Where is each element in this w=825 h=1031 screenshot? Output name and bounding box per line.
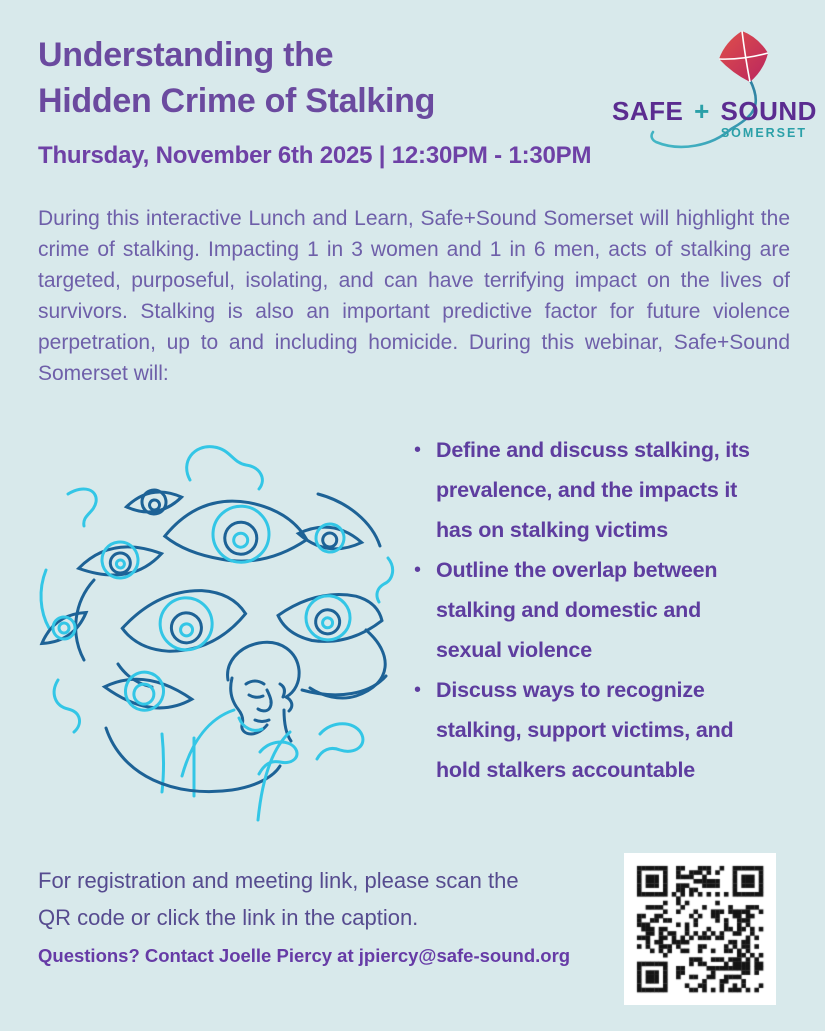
bullet-icon: • xyxy=(414,439,422,461)
list-item xyxy=(414,430,800,550)
bullet-text: hold stalkers accountable xyxy=(436,758,696,782)
list-item xyxy=(414,670,800,790)
eye-icon xyxy=(164,498,309,566)
bullet-text: has on stalking victims xyxy=(436,518,668,542)
logo-sound: SOUND xyxy=(720,96,817,126)
safe-sound-logo xyxy=(612,20,817,170)
qr-code-container xyxy=(624,853,776,1005)
logo-subtitle: SOMERSET xyxy=(720,126,807,140)
bullet-text: prevalence, and the impacts it xyxy=(436,478,738,502)
kite-icon xyxy=(612,20,817,170)
bullet-icon: • xyxy=(414,679,422,701)
navy-arcs xyxy=(76,494,386,792)
bullet-text: stalking, support victims, and xyxy=(436,718,734,742)
eye-icon xyxy=(101,664,195,719)
event-datetime: Thursday, November 6th 2025 | 12:30PM - 1:30PM xyxy=(38,142,592,169)
logo-wordmark xyxy=(612,96,817,127)
eyes-illustration xyxy=(22,432,412,822)
eye-icon xyxy=(120,587,248,654)
eye-icon xyxy=(296,520,363,557)
eye-icon xyxy=(76,538,163,583)
eye-icon xyxy=(276,589,384,646)
title-line-2: Hidden Crime of Stalking xyxy=(38,82,436,120)
bullet-text: sexual violence xyxy=(436,638,592,662)
bullet-text: Define and discuss stalking, its xyxy=(436,438,750,462)
intro-paragraph: During this interactive Lunch and Learn, Safe+Sound Somerset will highlight the crime of stalking. Impacting 1 in 3 women and 1 in 6 men, acts of stalking are targeted, purposeful, isolating, and can have terrifying impact on the lives of survivors. Stalking is also an important predictive factor for future violence perpetration, up to and including homicide. During this webinar, Safe+Sound Somerset will: xyxy=(38,207,790,385)
bullet-text: Outline the overlap between xyxy=(436,558,718,582)
registration-line: QR code or click the link in the caption. xyxy=(38,905,419,930)
logo-plus: + xyxy=(694,96,710,126)
eye-icon xyxy=(124,485,183,518)
bullet-icon: • xyxy=(414,559,422,581)
person-figure xyxy=(182,642,299,820)
bullet-text: stalking and domestic and xyxy=(436,598,701,622)
page-title xyxy=(38,32,598,124)
contact-info: Questions? Contact Joelle Piercy at jpiercy@safe-sound.org xyxy=(38,945,571,966)
title-line-1: Understanding the xyxy=(38,36,334,74)
registration-instructions xyxy=(38,862,598,936)
webinar-topics-list xyxy=(414,430,800,790)
logo-safe: SAFE xyxy=(612,96,684,126)
bullet-text: Discuss ways to recognize xyxy=(436,678,705,702)
registration-line: For registration and meeting link, please scan the xyxy=(38,868,519,893)
qr-code xyxy=(624,853,776,1005)
eye-icon xyxy=(36,604,93,653)
list-item xyxy=(414,550,800,670)
